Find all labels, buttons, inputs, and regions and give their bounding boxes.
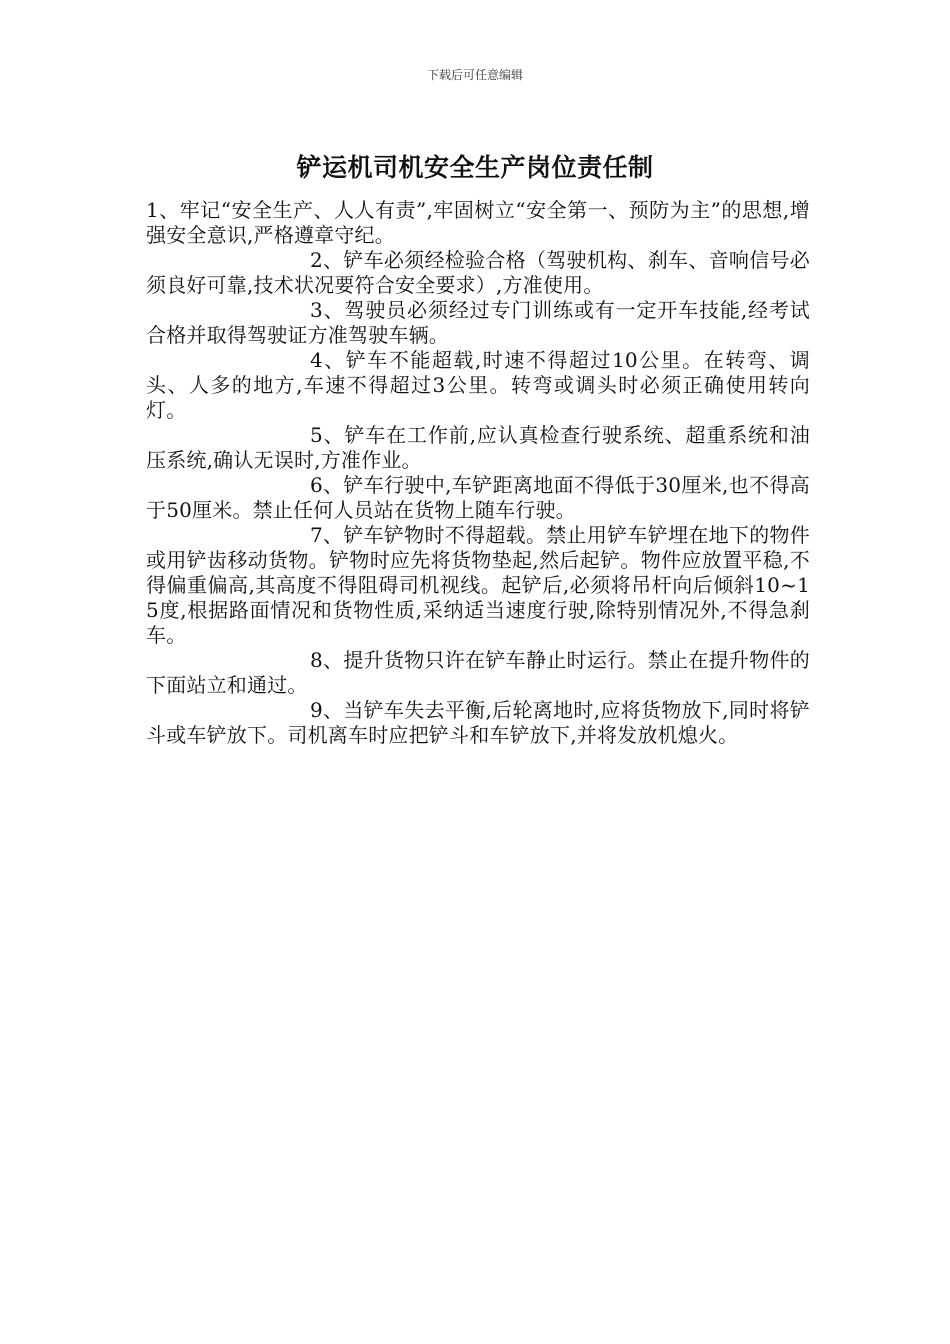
clause-2: 2、铲车必须经检验合格（驾驶机构、刹车、音响信号必须良好可靠,技术状况要符合安全要求）,方准使用。 (146, 248, 810, 297)
clause-9: 9、当铲车失去平衡,后轮离地时,应将货物放下,同时将铲斗或车铲放下。司机离车时应把铲斗和车铲放下,并将发放机熄火。 (146, 698, 810, 747)
clause-3: 3、驾驶员必须经过专门训练或有一定开车技能,经考试合格并取得驾驶证方准驾驶车辆。 (146, 298, 810, 347)
clause-1: 1、牢记“安全生产、人人有责”,牢固树立“安全第一、预防为主”的思想,增强安全意识,严格遵章守纪。 (146, 198, 810, 247)
document-title: 铲运机司机安全生产岗位责任制 (296, 153, 654, 182)
page-header-note: 下载后可任意编辑 (426, 68, 523, 82)
clause-6: 6、铲车行驶中,车铲距离地面不得低于30厘米,也不得高于50厘米。禁止任何人员站在货物上随车行驶。 (146, 473, 810, 522)
document-body (146, 198, 810, 748)
clause-7: 7、铲车铲物时不得超载。禁止用铲车铲埋在地下的物件或用铲齿移动货物。铲物时应先将货物垫起,然后起铲。物件应放置平稳,不得偏重偏高,其高度不得阻碍司机视线。起铲后,必须将吊杆向后倾斜10~15度,根据路面情况和货物性质,采纳适当速度行驶,除特别情况外,不得急刹车。 (146, 523, 810, 647)
clause-4: 4、铲车不能超载,时速不得超过10公里。在转弯、调头、人多的地方,车速不得超过3公里。转弯或调头时必须正确使用转向灯。 (146, 348, 810, 422)
clause-8: 8、提升货物只许在铲车静止时运行。禁止在提升物件的下面站立和通过。 (146, 648, 810, 697)
clause-5: 5、铲车在工作前,应认真检查行驶系统、超重系统和油压系统,确认无误时,方准作业。 (146, 423, 810, 472)
